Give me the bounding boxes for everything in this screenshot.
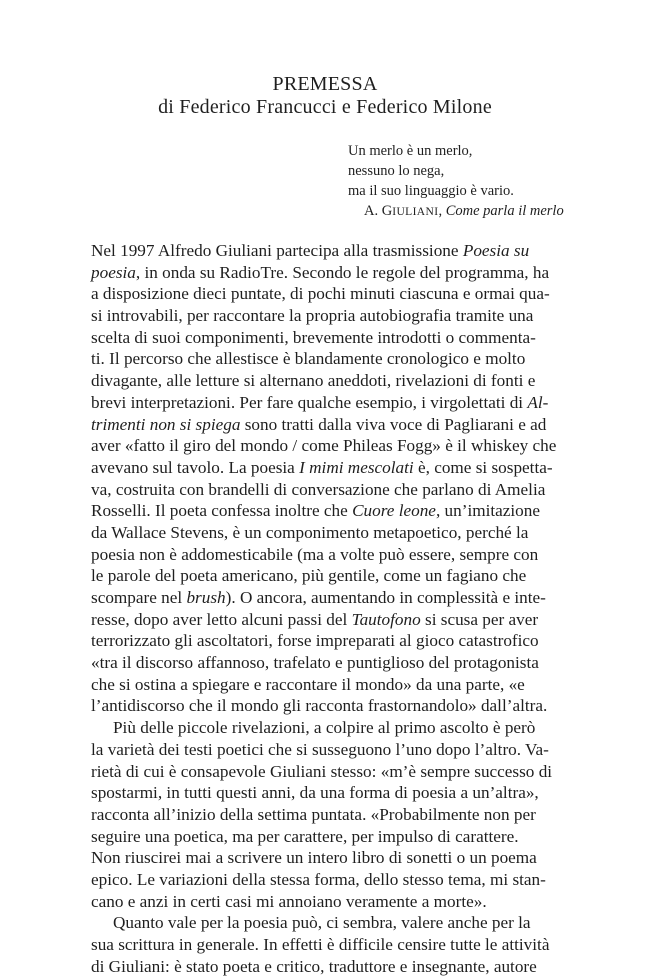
body-line: aver «fatto il giro del mondo / come Phileas Fogg» è il whiskey che: [91, 436, 557, 456]
attribution-author-initial: G: [381, 203, 393, 219]
chapter-title: PREMESSA: [272, 73, 378, 95]
body-line: avevano sul tavolo. La poesia I mimi mescolati è, come si sospetta-: [91, 457, 553, 477]
body-line: la varietà dei testi poetici che si susseguono l’uno dopo l’altro. Va-: [91, 739, 549, 759]
body-line: Più delle piccole rivelazioni, a colpire al primo ascolto è però: [113, 718, 536, 738]
epigraph: [348, 141, 578, 222]
body-line: poesia non è addomesticabile (ma a volte può essere, sempre con: [91, 544, 539, 564]
attribution-work: Come parla il merlo: [445, 203, 564, 219]
body-line: terrorizzato gli ascoltatori, forse impreparati al gioco catastrofico: [91, 631, 539, 651]
body-line: ti. Il percorso che allestisce è blandamente cronologico e molto: [91, 349, 526, 369]
body-line: resse, dopo aver letto alcuni passi del Tautofono si scusa per aver: [91, 609, 539, 629]
body-line: divagante, alle letture si alternano aneddoti, rivelazioni di fonti e: [91, 371, 536, 391]
attribution-author-rest: IULIANI: [392, 206, 439, 218]
epigraph-attribution: [348, 201, 578, 222]
chapter-subtitle: di Federico Francucci e Federico Milone: [158, 96, 492, 118]
body-line: racconta all’inizio della settima puntata. «Probabilmente non per: [91, 804, 536, 824]
body-line: l’antidiscorso che il mondo gli racconta frastornandolo» dall’altra.: [91, 696, 548, 716]
body-line: Rosselli. Il poeta confessa inoltre che Cuore leone, un’imitazione: [91, 501, 540, 521]
body-line: le parole del poeta americano, più gentile, come un fagiano che: [91, 566, 527, 586]
epigraph-line: ma il suo linguaggio è vario.: [348, 183, 514, 199]
body-line: brevi interpretazioni. Per fare qualche esempio, i virgolettati di Al-: [91, 392, 549, 412]
body-line: Quanto vale per la poesia può, ci sembra, valere anche per la: [113, 913, 531, 933]
attribution-prefix: A.: [364, 203, 382, 219]
epigraph-line: nessuno lo nega,: [348, 163, 445, 179]
body-line: che si ostina a spiegare e raccontare il mondo» da una parte, «e: [91, 674, 525, 694]
body-line: epico. Le variazioni della stessa forma, dello stesso tema, mi stan-: [91, 869, 546, 889]
body-line: poesia, in onda su RadioTre. Secondo le regole del programma, ha: [91, 262, 550, 282]
body-line: rietà di cui è consapevole Giuliani stesso: «m’è sempre successo di: [91, 761, 553, 781]
attribution-separator: ,: [438, 203, 446, 219]
body-line: cano e anzi in certi casi mi annoiano veramente a morte».: [91, 891, 487, 911]
body-line: scelta di suoi componimenti, brevemente introdotti o commenta-: [91, 327, 536, 347]
body-line: da Wallace Stevens, è un componimento metapoetico, perché la: [91, 522, 529, 542]
body-line: si introvabili, per raccontare la propria autobiografia tramite una: [91, 306, 534, 326]
body-line: scompare nel brush). O ancora, aumentando in complessità e inte-: [91, 588, 546, 607]
body-line: sua scrittura in generale. In effetti è difficile censire tutte le attività: [91, 935, 550, 954]
body-line: Nel 1997 Alfredo Giuliani partecipa alla trasmissione Poesia su: [91, 241, 530, 260]
body-text: [91, 240, 559, 977]
body-line: «tra il discorso affannoso, trafelato e puntiglioso del protagonista: [91, 653, 539, 673]
body-line: di Giuliani: è stato poeta e critico, traduttore e insegnante, autore: [91, 956, 537, 976]
body-line: a disposizione dieci puntate, di pochi minuti ciascuna e ormai qua-: [91, 284, 550, 304]
body-line: seguire una poetica, ma per carattere, per impulso di carattere.: [91, 826, 519, 846]
body-line: va, costruita con brandelli di conversazione che parlano di Amelia: [91, 479, 546, 499]
body-line: trimenti non si spiega sono tratti dalla viva voce di Pagliarani e ad: [91, 414, 547, 434]
body-line: Non riuscirei mai a scrivere un intero libro di sonetti o un poema: [91, 848, 537, 868]
epigraph-line: Un merlo è un merlo,: [348, 143, 473, 159]
body-line: spostarmi, in tutti questi anni, da una forma di poesia a un’altra»,: [91, 783, 539, 803]
